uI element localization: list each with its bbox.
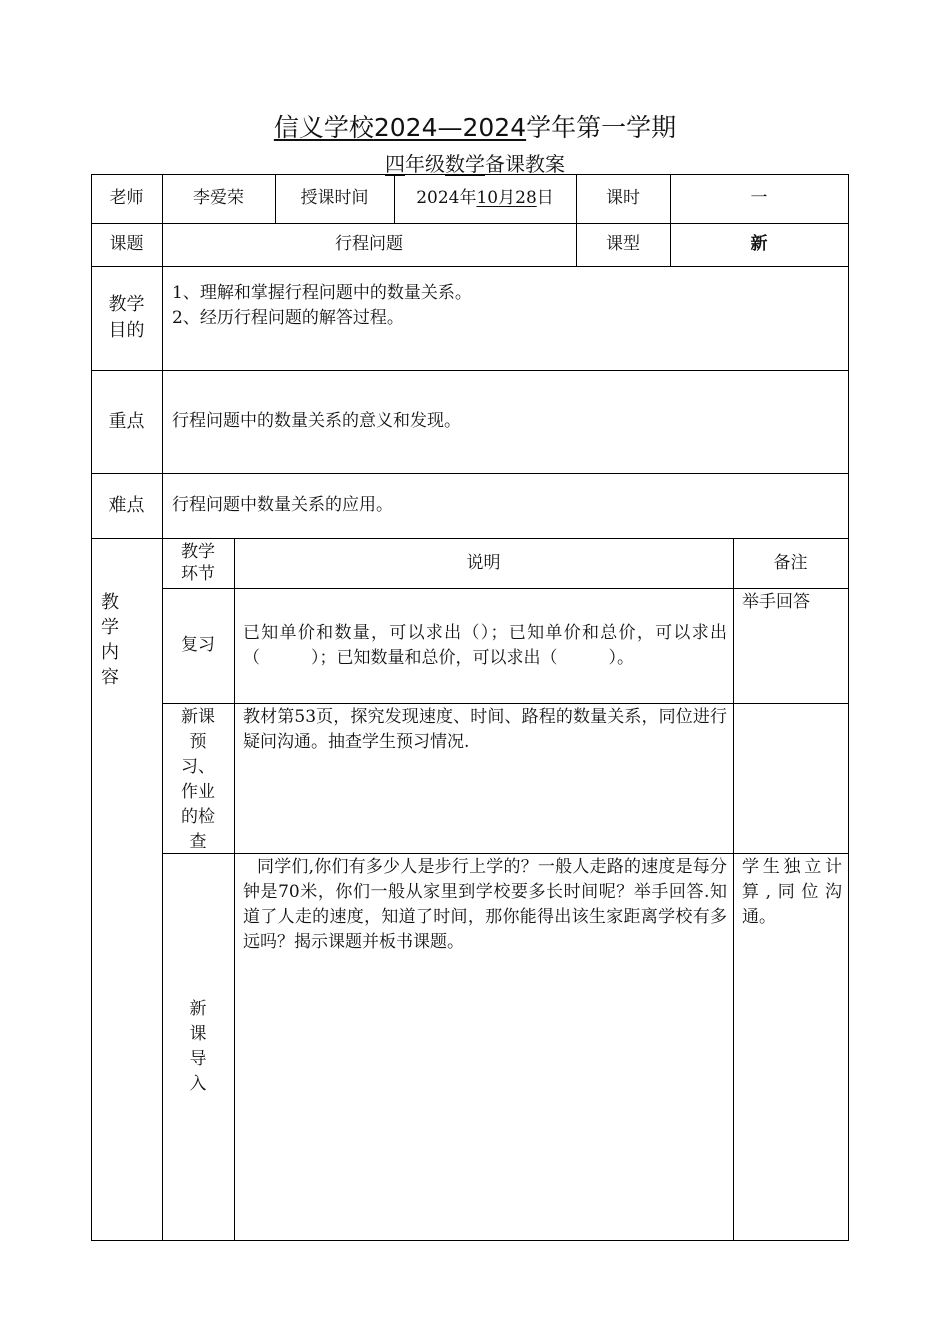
topic-value: 行程问题	[335, 234, 403, 254]
desc-review: 已知单价和数量，可以求出（）；已知单价和总价，可以求出（ ）；已知数量和总价，可以求出（ ）。	[243, 622, 727, 668]
side-label: 教学内容	[101, 592, 119, 688]
time-label: 授课时间	[300, 188, 369, 208]
grade-suffix: 年级	[405, 152, 445, 176]
goal-line-1: 1、理解和掌握行程问题中的数量关系。	[172, 283, 472, 303]
col-desc-header: 说明	[466, 552, 501, 573]
topic-label: 课题	[109, 234, 144, 254]
teacher-label: 老师	[109, 188, 144, 208]
document-subtitle	[0, 148, 950, 177]
desc-intro: 同学们,你们有多少人是步行上学的？一般人走路的速度是每分钟是70米，你们一般从家里到学校要多长时间呢？举手回答.知道了人走的速度，知道了时间，那你能得出该生家距离学校有多远吗？揭示课题并板书课题。	[243, 857, 727, 952]
type-label: 课型	[606, 234, 640, 254]
school-name: 信义学校	[273, 113, 374, 142]
goals-label: 教学目的	[108, 294, 145, 341]
lesson-date	[394, 174, 576, 223]
term-text: 学年第一学期	[526, 113, 677, 142]
note-intro: 学生独立计算,同位沟通。	[742, 857, 842, 927]
grade: 四	[385, 152, 405, 176]
desc-preview-check: 教材第53页，探究发现速度、时间、路程的数量关系，同位进行疑问沟通。抽查学生预习情况.	[243, 707, 727, 752]
teacher-name: 李爱荣	[193, 188, 244, 208]
stage-preview-check: 新课预习、作业的检查	[181, 707, 215, 852]
key-point-text: 行程问题中的数量关系的意义和发现。	[172, 411, 461, 431]
date-month: 10月	[476, 188, 516, 208]
date-day: 28	[515, 188, 537, 208]
date-year: 2024年	[416, 188, 477, 208]
key-point-label: 重点	[108, 411, 145, 432]
goal-line-2: 2、经历行程问题的解答过程。	[172, 308, 404, 328]
doc-type: 备课教案	[485, 152, 565, 176]
school-year: 2024—2024	[373, 113, 527, 142]
subject: 数学	[445, 152, 485, 176]
col-note-header: 备注	[773, 552, 808, 573]
document-title	[0, 108, 950, 144]
date-suffix: 日	[536, 188, 554, 208]
col-stage-header: 教学环节	[181, 542, 215, 584]
stage-intro: 新课导入	[189, 998, 207, 1094]
difficulty-label: 难点	[108, 495, 145, 516]
period-value: 一	[750, 188, 768, 208]
period-label: 课时	[606, 188, 640, 208]
goals-content	[172, 281, 842, 331]
stage-review: 复习	[181, 635, 215, 655]
difficulty-text: 行程问题中数量关系的应用。	[172, 495, 393, 515]
note-review: 举手回答	[742, 592, 810, 612]
type-value: 新	[750, 234, 768, 254]
